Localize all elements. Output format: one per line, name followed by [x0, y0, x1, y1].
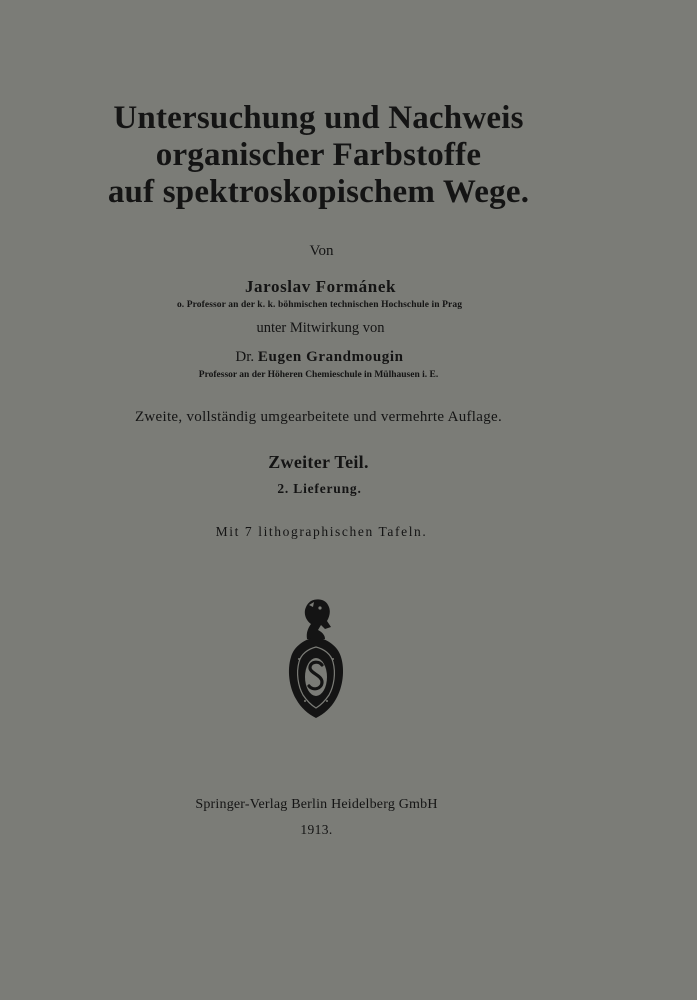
springer-knight-emblem-icon — [281, 597, 351, 721]
author-affiliation: o. Professor an der k. k. böhmischen technischen Hochschule in Prag — [176, 300, 463, 310]
author-name: Jaroslav Formánek — [244, 277, 397, 296]
coauthor — [0, 349, 668, 366]
edition-statement: Zweite, vollständig umgearbeitete und vermehrte Auflage. — [134, 409, 503, 425]
coauthor-name: Eugen Grandmougin — [257, 349, 404, 365]
title-line-1: Untersuchung und Nachweis — [113, 100, 524, 136]
part-label: Zweiter Teil. — [268, 452, 369, 472]
title-line-3: auf spektroskopischem Wege. — [107, 174, 530, 210]
installment-label: 2. Lieferung. — [277, 481, 362, 496]
title-line-2: organischer Farbstoffe — [155, 137, 482, 173]
collaboration-label: unter Mitwirkung von — [256, 320, 385, 336]
by-label: Von — [309, 243, 334, 259]
plates-note: Mit 7 lithographischen Tafeln. — [215, 524, 428, 539]
publisher-name: Springer-Verlag Berlin Heidelberg GmbH — [195, 797, 438, 812]
coauthor-title: Dr. — [235, 349, 255, 365]
publication-year: 1913. — [300, 822, 333, 837]
coauthor-affiliation: Professor an der Höheren Chemieschule in Mülhausen i. E. — [198, 370, 439, 380]
